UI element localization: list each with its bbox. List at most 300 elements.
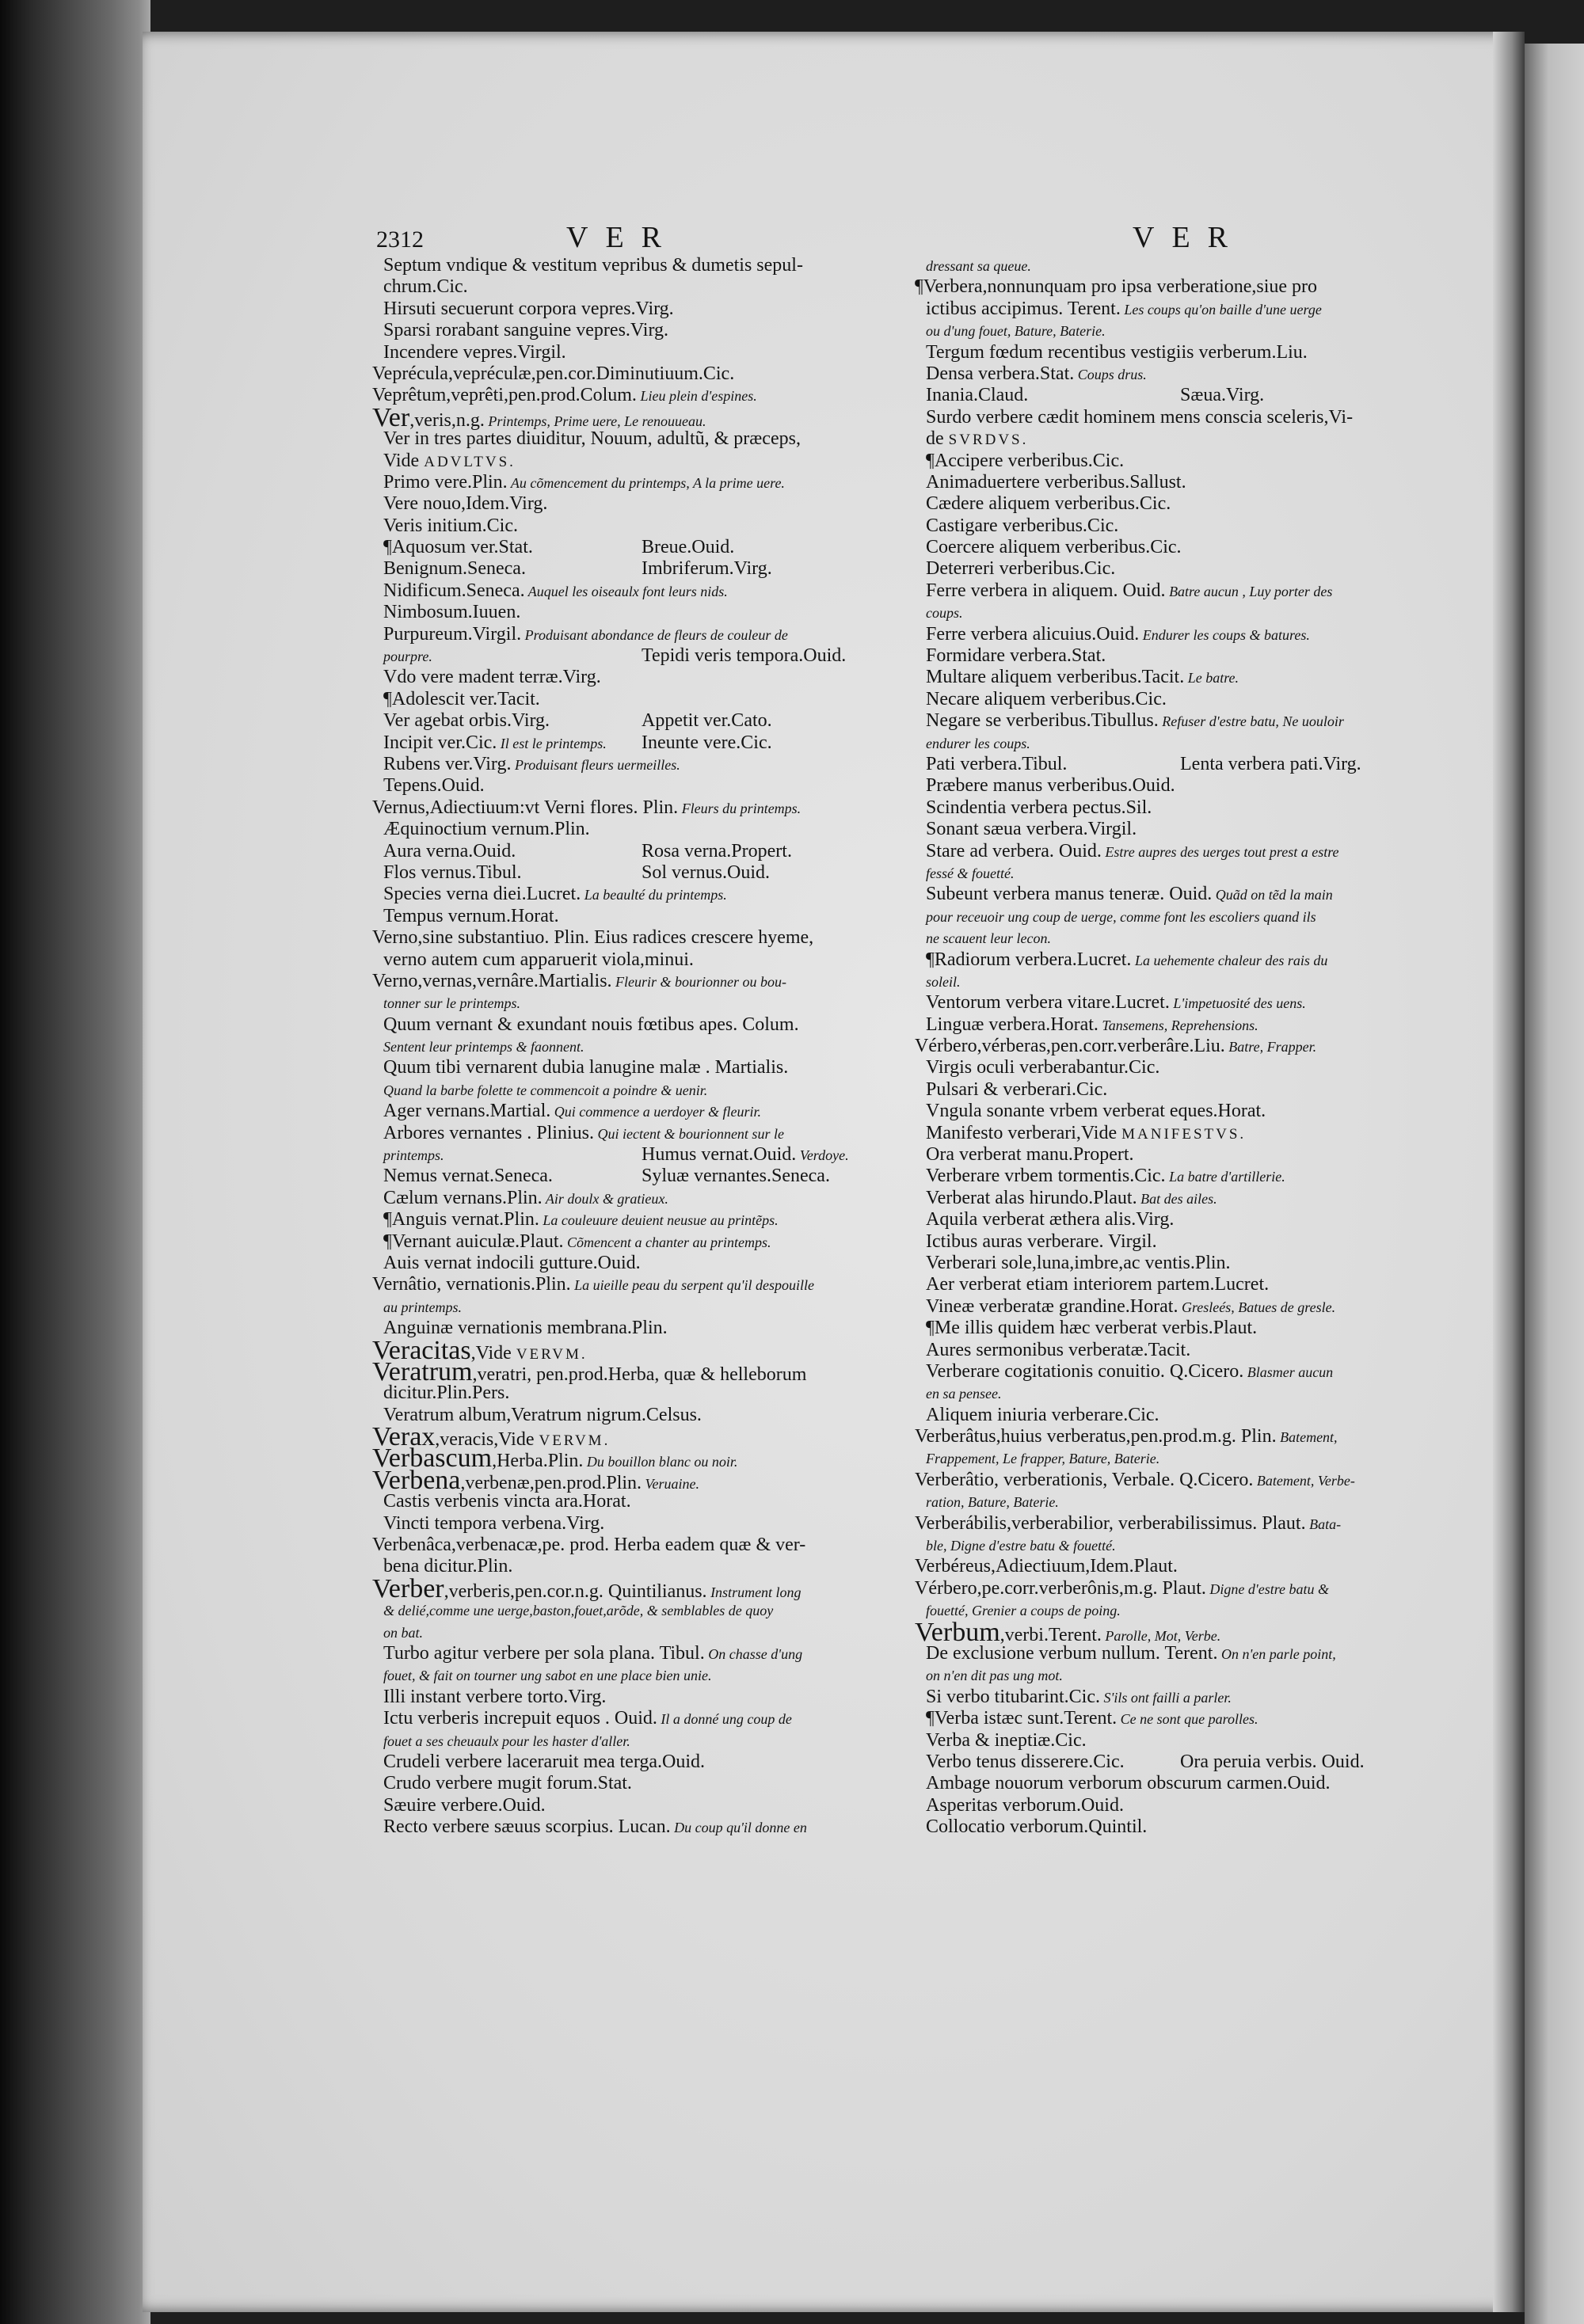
french-gloss: ne scauent leur lecon. [926, 930, 1051, 947]
entry-line [372, 515, 927, 537]
entry-line [372, 1101, 927, 1122]
entry-line [915, 1231, 1445, 1253]
latin-text: Anguinæ vernationis membrana.Plin. [383, 1318, 668, 1339]
latin-text: Castigare verberibus.Cic. [926, 515, 1119, 536]
entry-line [372, 1816, 927, 1838]
latin-text: Vernâtio, vernationis.Plin. [372, 1274, 571, 1295]
latin-text: Stare ad verbera. Ouid. [926, 840, 1102, 862]
entry-line [372, 1231, 927, 1253]
latin-text: Necare aliquem verberibus.Cic. [926, 688, 1167, 709]
latin-text: Cædere aliquem verberibus.Cic. [926, 493, 1171, 515]
latin-text: ¶Vernant auiculæ.Plaut. [383, 1230, 564, 1252]
entry-line [915, 1470, 1445, 1491]
entry-line [915, 1556, 1445, 1577]
latin-text: Linguæ verbera.Horat. [926, 1014, 1099, 1035]
latin-text: Verberâtus,huius verberatus,pen.prod.m.g. Plin. [915, 1426, 1277, 1447]
entry-line [915, 1383, 1445, 1404]
entry-line [372, 1465, 927, 1495]
latin-text-second: Rosa verna.Propert. [642, 840, 792, 862]
entry-line [372, 1708, 927, 1729]
entry-line [915, 1296, 1445, 1318]
french-gloss-second: Verdoye. [796, 1147, 849, 1164]
french-gloss: Batre aucun , Luy porter des [1165, 583, 1333, 599]
latin-text: Ventorum verbera vitare.Lucret. [926, 992, 1170, 1014]
latin-text: ¶Verbera,nonnunquam pro ipsa verberatione,siue pro [915, 276, 1318, 298]
french-gloss: La couleuure deuient neusue au printẽps. [539, 1212, 779, 1229]
french-gloss: S'ils ont failli a parler. [1099, 1689, 1232, 1706]
entry-line [915, 342, 1445, 363]
french-gloss: Coups drus. [1074, 366, 1147, 382]
french-gloss: Blasmer aucun [1243, 1364, 1334, 1380]
entry-line [372, 1014, 927, 1036]
entry-line [915, 1795, 1445, 1816]
entry-line [372, 537, 927, 558]
entry-line [915, 1057, 1445, 1078]
latin-text: Verberâtio, verberationis, Verbale. Q.Cicero. [915, 1469, 1254, 1490]
running-head-right: VER [1133, 221, 1245, 254]
french-gloss: endurer les coups. [926, 735, 1030, 751]
entry-line [915, 1491, 1445, 1512]
entry-line [915, 1036, 1445, 1057]
latin-text: ¶Radiorum verbera.Lucret. [926, 949, 1132, 970]
latin-text: Incendere vepres.Virgil. [383, 341, 566, 363]
latin-text: Vérbero,pe.corr.verberônis,m.g. Plaut. [915, 1577, 1206, 1599]
entry-line [915, 710, 1445, 732]
entry-line [915, 255, 1445, 276]
french-gloss: Instrument long [706, 1584, 802, 1600]
latin-text: Verberare cogitationis conuitio. Q.Cicero. [926, 1360, 1244, 1382]
french-gloss: fouet a ses cheuaulx pour les haster d'aller. [383, 1733, 630, 1749]
entry-line [915, 819, 1445, 840]
latin-text: Subeunt verbera manus teneræ. Ouid. [926, 884, 1213, 905]
french-gloss: Du coup qu'il donne en [670, 1820, 807, 1836]
cross-reference: VERVM. [539, 1432, 611, 1450]
entry-line [915, 602, 1445, 623]
entry-line [915, 1708, 1445, 1729]
right-column [915, 255, 1445, 1839]
entry-line [915, 667, 1445, 688]
latin-text: Nimbosum.Iuuen. [383, 602, 521, 623]
entry-line [372, 624, 927, 645]
latin-text: Tepens.Ouid. [383, 775, 485, 797]
entry-line [372, 1491, 927, 1512]
french-gloss: Veruaine. [642, 1475, 700, 1492]
latin-text: Inania.Claud. [926, 385, 1029, 406]
latin-text: Incipit ver.Cic. [383, 732, 497, 753]
latin-text: Verbenâca,verbenacæ,pe. prod. Herba eadem quæ & ver- [372, 1535, 806, 1556]
latin-text: Ferre verbera alicuius.Ouid. [926, 623, 1140, 645]
entry-line [372, 1356, 927, 1386]
entry-line [915, 1340, 1445, 1361]
latin-text: Vide [383, 450, 425, 471]
french-gloss: Quand la barbe folette te commencoit a poindre & uenir. [383, 1082, 708, 1098]
entry-line [372, 1795, 927, 1816]
latin-text: Surdo verbere cædit hominem mens conscia sceleris,Vi- [926, 406, 1354, 428]
entry-line [915, 363, 1445, 385]
latin-text: Ver agebat orbis.Virg. [383, 710, 550, 732]
latin-text: Vérbero,vérberas,pen.corr.verberâre.Liu. [915, 1036, 1225, 1057]
latin-text: Virgis oculi verberabantur.Cic. [926, 1057, 1160, 1078]
entry-line [915, 580, 1445, 602]
french-gloss: Quãd on tẽd la main [1212, 887, 1333, 903]
latin-text: ,verbenæ,pen.prod.Plin. [460, 1472, 642, 1493]
french-gloss: Batement, Verbe- [1253, 1472, 1355, 1489]
entry-line [915, 515, 1445, 537]
latin-text: Crudeli verbere laceraruit mea terga.Ouid. [383, 1751, 706, 1772]
entry-line [372, 558, 927, 580]
latin-text: Verberábilis,verberabilior, verberabilissimus. Plaut. [915, 1512, 1306, 1534]
entry-line [372, 428, 927, 450]
latin-text: Verberari sole,luna,imbre,ac ventis.Plin. [926, 1252, 1231, 1273]
latin-text: Aer verberat etiam interiorem partem.Lucret. [926, 1274, 1270, 1295]
entry-line [915, 992, 1445, 1014]
french-gloss: pourpre. [383, 649, 432, 665]
entry-line [915, 1253, 1445, 1274]
entry-line [372, 1057, 927, 1078]
french-gloss: Tansemens, Reprehensions. [1098, 1017, 1258, 1033]
latin-text: ,verbi.Terent. [1000, 1624, 1102, 1645]
french-gloss: Cõmencent a chanter au printemps. [563, 1234, 771, 1250]
latin-text-second: Lenta verbera pati.Virg. [1180, 753, 1361, 774]
french-gloss: dressant sa queue. [926, 258, 1031, 274]
french-gloss: On chasse d'ung [704, 1646, 803, 1662]
entry-line [372, 1166, 927, 1187]
french-gloss: ou d'ung fouet, Bature, Baterie. [926, 323, 1106, 340]
entry-line [915, 927, 1445, 949]
headword: Ver [372, 402, 410, 432]
french-gloss: Produisant fleurs uermeilles. [511, 756, 680, 773]
entry-line [915, 797, 1445, 819]
entry-line [915, 1535, 1445, 1556]
latin-text: Ictu verberis increpuit equos . Ouid. [383, 1708, 657, 1729]
french-gloss: on n'en dit pas ung mot. [926, 1668, 1063, 1684]
latin-text: verno autem cum apparuerit viola,minui. [383, 949, 694, 970]
entry-line [372, 1188, 927, 1209]
latin-text: ,veris,n.g. [409, 409, 485, 431]
french-gloss: Ce ne sont que parolles. [1117, 1711, 1258, 1728]
entry-line [372, 580, 927, 602]
latin-text: chrum.Cic. [383, 276, 468, 298]
latin-text: Ictibus auras verberare. Virgil. [926, 1230, 1157, 1252]
entry-line [915, 1274, 1445, 1295]
latin-text: Si verbo titubarint.Cic. [926, 1686, 1100, 1707]
french-gloss: Au cõmencement du printemps, A la prime uere. [507, 474, 785, 491]
entry-line [372, 1513, 927, 1535]
left-column [372, 255, 927, 1839]
french-gloss: Sentent leur printemps & faonnent. [383, 1039, 584, 1055]
entry-line [915, 1578, 1445, 1599]
entry-line [372, 1274, 927, 1295]
latin-text: Multare aliquem verberibus.Tacit. [926, 667, 1185, 688]
book-page-edges [0, 0, 150, 2324]
entry-line [915, 906, 1445, 927]
entry-line [372, 1643, 927, 1664]
latin-text: Vincti tempora verbena.Virg. [383, 1512, 605, 1534]
entry-line [915, 1730, 1445, 1752]
latin-text: ,verberis,pen.cor.n.g. Quintilianus. [444, 1580, 707, 1602]
latin-text: Aures sermonibus verberatæ.Tacit. [926, 1339, 1191, 1360]
french-gloss: fouet, & fait on tourner ung sabot en une place bien unie. [383, 1668, 712, 1684]
entry-line [915, 1752, 1445, 1773]
latin-text: Primo vere.Plin. [383, 471, 508, 493]
entry-line [372, 927, 927, 949]
entry-line [915, 320, 1445, 341]
latin-text: Verberat alas hirundo.Plaut. [926, 1187, 1137, 1208]
entry-line [372, 299, 927, 320]
entry-line [915, 1773, 1445, 1794]
entry-line [915, 407, 1445, 428]
latin-text: Cælum vernans.Plin. [383, 1187, 543, 1208]
entry-line [372, 255, 927, 276]
latin-text: Vdo vere madent terræ.Virg. [383, 667, 601, 688]
entry-line [915, 299, 1445, 320]
french-gloss: La beaulté du printemps. [581, 887, 727, 903]
entry-line [915, 472, 1445, 493]
latin-text-second: Ineunte vere.Cic. [642, 732, 772, 753]
facing-page-edge [1525, 44, 1584, 2324]
latin-text: Ora verberat manu.Propert. [926, 1144, 1134, 1166]
latin-text: ¶Adolescit ver.Tacit. [383, 688, 540, 709]
latin-text: Pati verbera.Tibul. [926, 753, 1068, 774]
french-gloss: Gresleés, Batues de gresle. [1178, 1299, 1336, 1315]
french-gloss: Air doulx & gratieux. [542, 1190, 668, 1207]
entry-line [372, 1599, 927, 1621]
entry-line [915, 1447, 1445, 1469]
latin-text: Rubens ver.Virg. [383, 753, 512, 774]
entry-line [915, 428, 1445, 450]
latin-text-second: Tepidi veris tempora.Ouid. [642, 645, 847, 667]
entry-line [915, 1166, 1445, 1187]
entry-line [372, 1573, 927, 1603]
entry-line [915, 1318, 1445, 1339]
entry-line [372, 775, 927, 797]
page-number: 2312 [376, 226, 424, 253]
latin-text-second: Humus vernat.Ouid. Verdoye. [642, 1144, 849, 1166]
latin-text: Quum vernant & exundant nouis fœtibus apes. Colum. [383, 1014, 799, 1035]
entry-line [915, 1617, 1445, 1647]
french-gloss: Fleurir & bourionner ou bou- [611, 973, 787, 990]
french-gloss: Batre, Frapper. [1224, 1039, 1317, 1055]
latin-text: Vere nouo,Idem.Virg. [383, 493, 548, 515]
entry-line [372, 1556, 927, 1577]
french-gloss: Bata- [1305, 1516, 1342, 1532]
latin-text: Illi instant verbere torto.Virg. [383, 1686, 607, 1707]
latin-text: Animaduertere verberibus.Sallust. [926, 471, 1186, 493]
entry-line [915, 1144, 1445, 1166]
entry-line [915, 1405, 1445, 1426]
french-gloss: La batre d'artillerie. [1165, 1169, 1285, 1185]
latin-text-second: Syluæ vernantes.Seneca. [642, 1166, 830, 1187]
entry-line [372, 1405, 927, 1426]
headword: Veracitas [372, 1335, 471, 1365]
entry-line [372, 363, 927, 385]
latin-text: ,Vide [470, 1342, 516, 1364]
latin-text: Turbo agitur verbere per sola plana. Tibul. [383, 1643, 705, 1664]
french-gloss: Le batre. [1184, 670, 1239, 687]
latin-text: Septum vndique & vestitum vepribus & dumetis sepul- [383, 255, 803, 276]
entry-line [915, 1361, 1445, 1383]
latin-text-second: Sæua.Virg. [1180, 385, 1265, 406]
entry-line [915, 1014, 1445, 1036]
entry-line [372, 1209, 927, 1230]
entry-line [372, 906, 927, 927]
latin-text: Castis verbenis vincta ara.Horat. [383, 1491, 631, 1512]
french-gloss: tonner sur le printemps. [383, 995, 520, 1012]
latin-text: Arbores vernantes . Plinius. [383, 1122, 594, 1143]
entry-line [915, 884, 1445, 905]
entry-line [372, 451, 927, 472]
latin-text: Sparsi rorabant sanguine vepres.Virg. [383, 320, 669, 341]
french-gloss: La uieille peau du serpent qu'il despouille [570, 1277, 814, 1294]
latin-text-second: Imbriferum.Virg. [642, 558, 772, 580]
entry-line [915, 451, 1445, 472]
entry-line [915, 1123, 1445, 1144]
entry-line [915, 1426, 1445, 1447]
latin-text: ,Herba.Plin. [492, 1451, 584, 1472]
entry-line [372, 1622, 927, 1643]
french-gloss: Batement, [1276, 1429, 1338, 1446]
french-gloss: Fleurs du printemps. [678, 800, 802, 816]
latin-text: Tergum fœdum recentibus vestigiis verberum.Liu. [926, 341, 1308, 363]
running-head-left: VER [566, 221, 679, 254]
entry-line [915, 1188, 1445, 1209]
cross-reference: SVRDVS. [948, 432, 1029, 449]
entry-line [372, 710, 927, 732]
latin-text: Verno,vernas,vernâre.Martialis. [372, 970, 612, 991]
latin-text: Formidare verbera.Stat. [926, 645, 1106, 667]
french-gloss: Refuser d'estre batu, Ne uouloir [1158, 713, 1344, 730]
entry-line [915, 537, 1445, 558]
french-gloss: au printemps. [383, 1299, 462, 1315]
latin-text: Verba & ineptiæ.Cic. [926, 1729, 1087, 1751]
french-gloss: fessé & fouetté. [926, 865, 1015, 881]
entry-line [372, 402, 927, 432]
entry-line [372, 884, 927, 905]
french-gloss: Il a donné ung coup de [657, 1711, 792, 1728]
latin-text: Vngula sonante vrbem verberat eques.Horat. [926, 1101, 1266, 1122]
entry-line [915, 862, 1445, 884]
entry-line [372, 797, 927, 819]
entry-line [372, 689, 927, 710]
latin-text: Æquinoctium vernum.Plin. [383, 819, 590, 840]
entry-line [915, 689, 1445, 710]
french-gloss: Digne d'estre batu & [1205, 1580, 1330, 1597]
latin-text: Nidificum.Seneca. [383, 580, 525, 601]
french-gloss: Qui commence a uerdoyer & fleurir. [550, 1104, 762, 1120]
french-gloss: L'impetuosité des uens. [1169, 995, 1306, 1012]
latin-text: Veris initium.Cic. [383, 515, 518, 536]
cross-reference: VERVM. [516, 1345, 588, 1363]
entry-line [372, 862, 927, 884]
entry-line [915, 645, 1445, 667]
latin-text: Hirsuti secuerunt corpora vepres.Virg. [383, 298, 674, 319]
french-gloss: ble, Digne d'estre batu & fouetté. [926, 1538, 1116, 1554]
latin-text: Verbo tenus disserere.Cic. [926, 1751, 1125, 1772]
entry-line [372, 1253, 927, 1274]
cross-reference: ADVLTVS. [424, 453, 516, 470]
french-gloss: Bat des ailes. [1137, 1190, 1217, 1207]
headword: Verax [372, 1422, 436, 1452]
latin-text: Veratrum album,Veratrum nigrum.Celsus. [383, 1404, 702, 1425]
entry-line [372, 1079, 927, 1101]
latin-text: Verbéreus,Adiectiuum,Idem.Plaut. [915, 1556, 1178, 1577]
headword: Verbum [915, 1617, 1000, 1647]
latin-text: Veprécula,vepréculæ,pen.cor.Diminutiuum.Cic. [372, 363, 735, 384]
entry-line [915, 1687, 1445, 1708]
entry-line [915, 558, 1445, 580]
french-gloss: Parolle, Mot, Verbe. [1101, 1627, 1221, 1644]
french-gloss: Lieu plein d'espines. [636, 388, 757, 405]
entry-line [372, 1752, 927, 1773]
entry-line [915, 276, 1445, 298]
latin-text: Ambage nouorum verborum obscurum carmen.Ouid. [926, 1773, 1331, 1794]
latin-text: ¶Anguis vernat.Plin. [383, 1209, 539, 1230]
entry-line [915, 1209, 1445, 1230]
french-gloss: ration, Bature, Baterie. [926, 1494, 1059, 1511]
entry-line [915, 949, 1445, 971]
latin-text: De exclusione verbum nullum. Terent. [926, 1643, 1218, 1664]
latin-text: Aliquem iniuria verberare.Cic. [926, 1404, 1159, 1425]
latin-text: ictibus accipimus. Terent. [926, 298, 1121, 319]
latin-text: Verberare vrbem tormentis.Cic. [926, 1166, 1166, 1187]
latin-text-second: Appetit ver.Cato. [642, 710, 772, 732]
entry-line [372, 493, 927, 515]
entry-line [915, 1664, 1445, 1686]
french-gloss: Du bouillon blanc ou noir. [583, 1454, 738, 1470]
entry-line [372, 819, 927, 840]
french-gloss: On n'en parle point, [1217, 1646, 1336, 1662]
entry-line [372, 1535, 927, 1556]
latin-text: bena dicitur.Plin. [383, 1556, 513, 1577]
entry-line [372, 1687, 927, 1708]
entry-line [372, 732, 927, 754]
french-gloss: on bat. [383, 1624, 424, 1641]
latin-text: Deterreri verberibus.Cic. [926, 558, 1116, 580]
latin-text: Scindentia verbera pectus.Sil. [926, 797, 1152, 818]
latin-text: Verno,sine substantiuo. Plin. Eius radices crescere hyeme, [372, 927, 814, 949]
entry-line [372, 754, 927, 775]
entry-line [915, 841, 1445, 862]
entry-line [915, 1079, 1445, 1101]
french-gloss: Frappement, Le frapper, Bature, Baterie. [926, 1451, 1160, 1467]
french-gloss: & delié,comme une uerge,baston,fouet,arõde, & semblables de quoy [383, 1603, 774, 1619]
latin-text: Benignum.Seneca. [383, 558, 526, 580]
latin-text: Veprêtum,veprêti,pen.prod.Colum. [372, 385, 637, 406]
cross-reference: MANIFESTVS. [1121, 1125, 1247, 1143]
entry-line [372, 1296, 927, 1318]
entry-line [915, 971, 1445, 992]
latin-text: ¶Accipere verberibus.Cic. [926, 450, 1125, 471]
latin-text: ¶Me illis quidem hæc verberat verbis.Plaut. [926, 1318, 1258, 1339]
french-gloss: pour receuoir ung coup de uerge, comme font les escoliers quand ils [926, 908, 1316, 925]
entry-line [372, 1383, 927, 1404]
latin-text-second: Breue.Ouid. [642, 537, 735, 558]
latin-text: Densa verbera.Stat. [926, 363, 1075, 384]
entry-line [915, 624, 1445, 645]
latin-text: ¶Aquosum ver.Stat. [383, 537, 533, 558]
french-gloss: Endurer les coups & batures. [1139, 626, 1310, 643]
latin-text: de [926, 428, 949, 450]
latin-text: Nemus vernat.Seneca. [383, 1166, 553, 1187]
entry-line [915, 732, 1445, 754]
headword: Verbascum [372, 1443, 493, 1474]
latin-text: Aura verna.Ouid. [383, 840, 516, 862]
latin-text: Negare se verberibus.Tibullus. [926, 710, 1159, 732]
french-gloss: printemps. [383, 1147, 444, 1164]
latin-text: Vineæ verberatæ grandine.Horat. [926, 1295, 1178, 1317]
french-gloss: Auquel les oiseaulx font leurs nids. [524, 583, 728, 599]
latin-text: ¶Verba istæc sunt.Terent. [926, 1708, 1118, 1729]
